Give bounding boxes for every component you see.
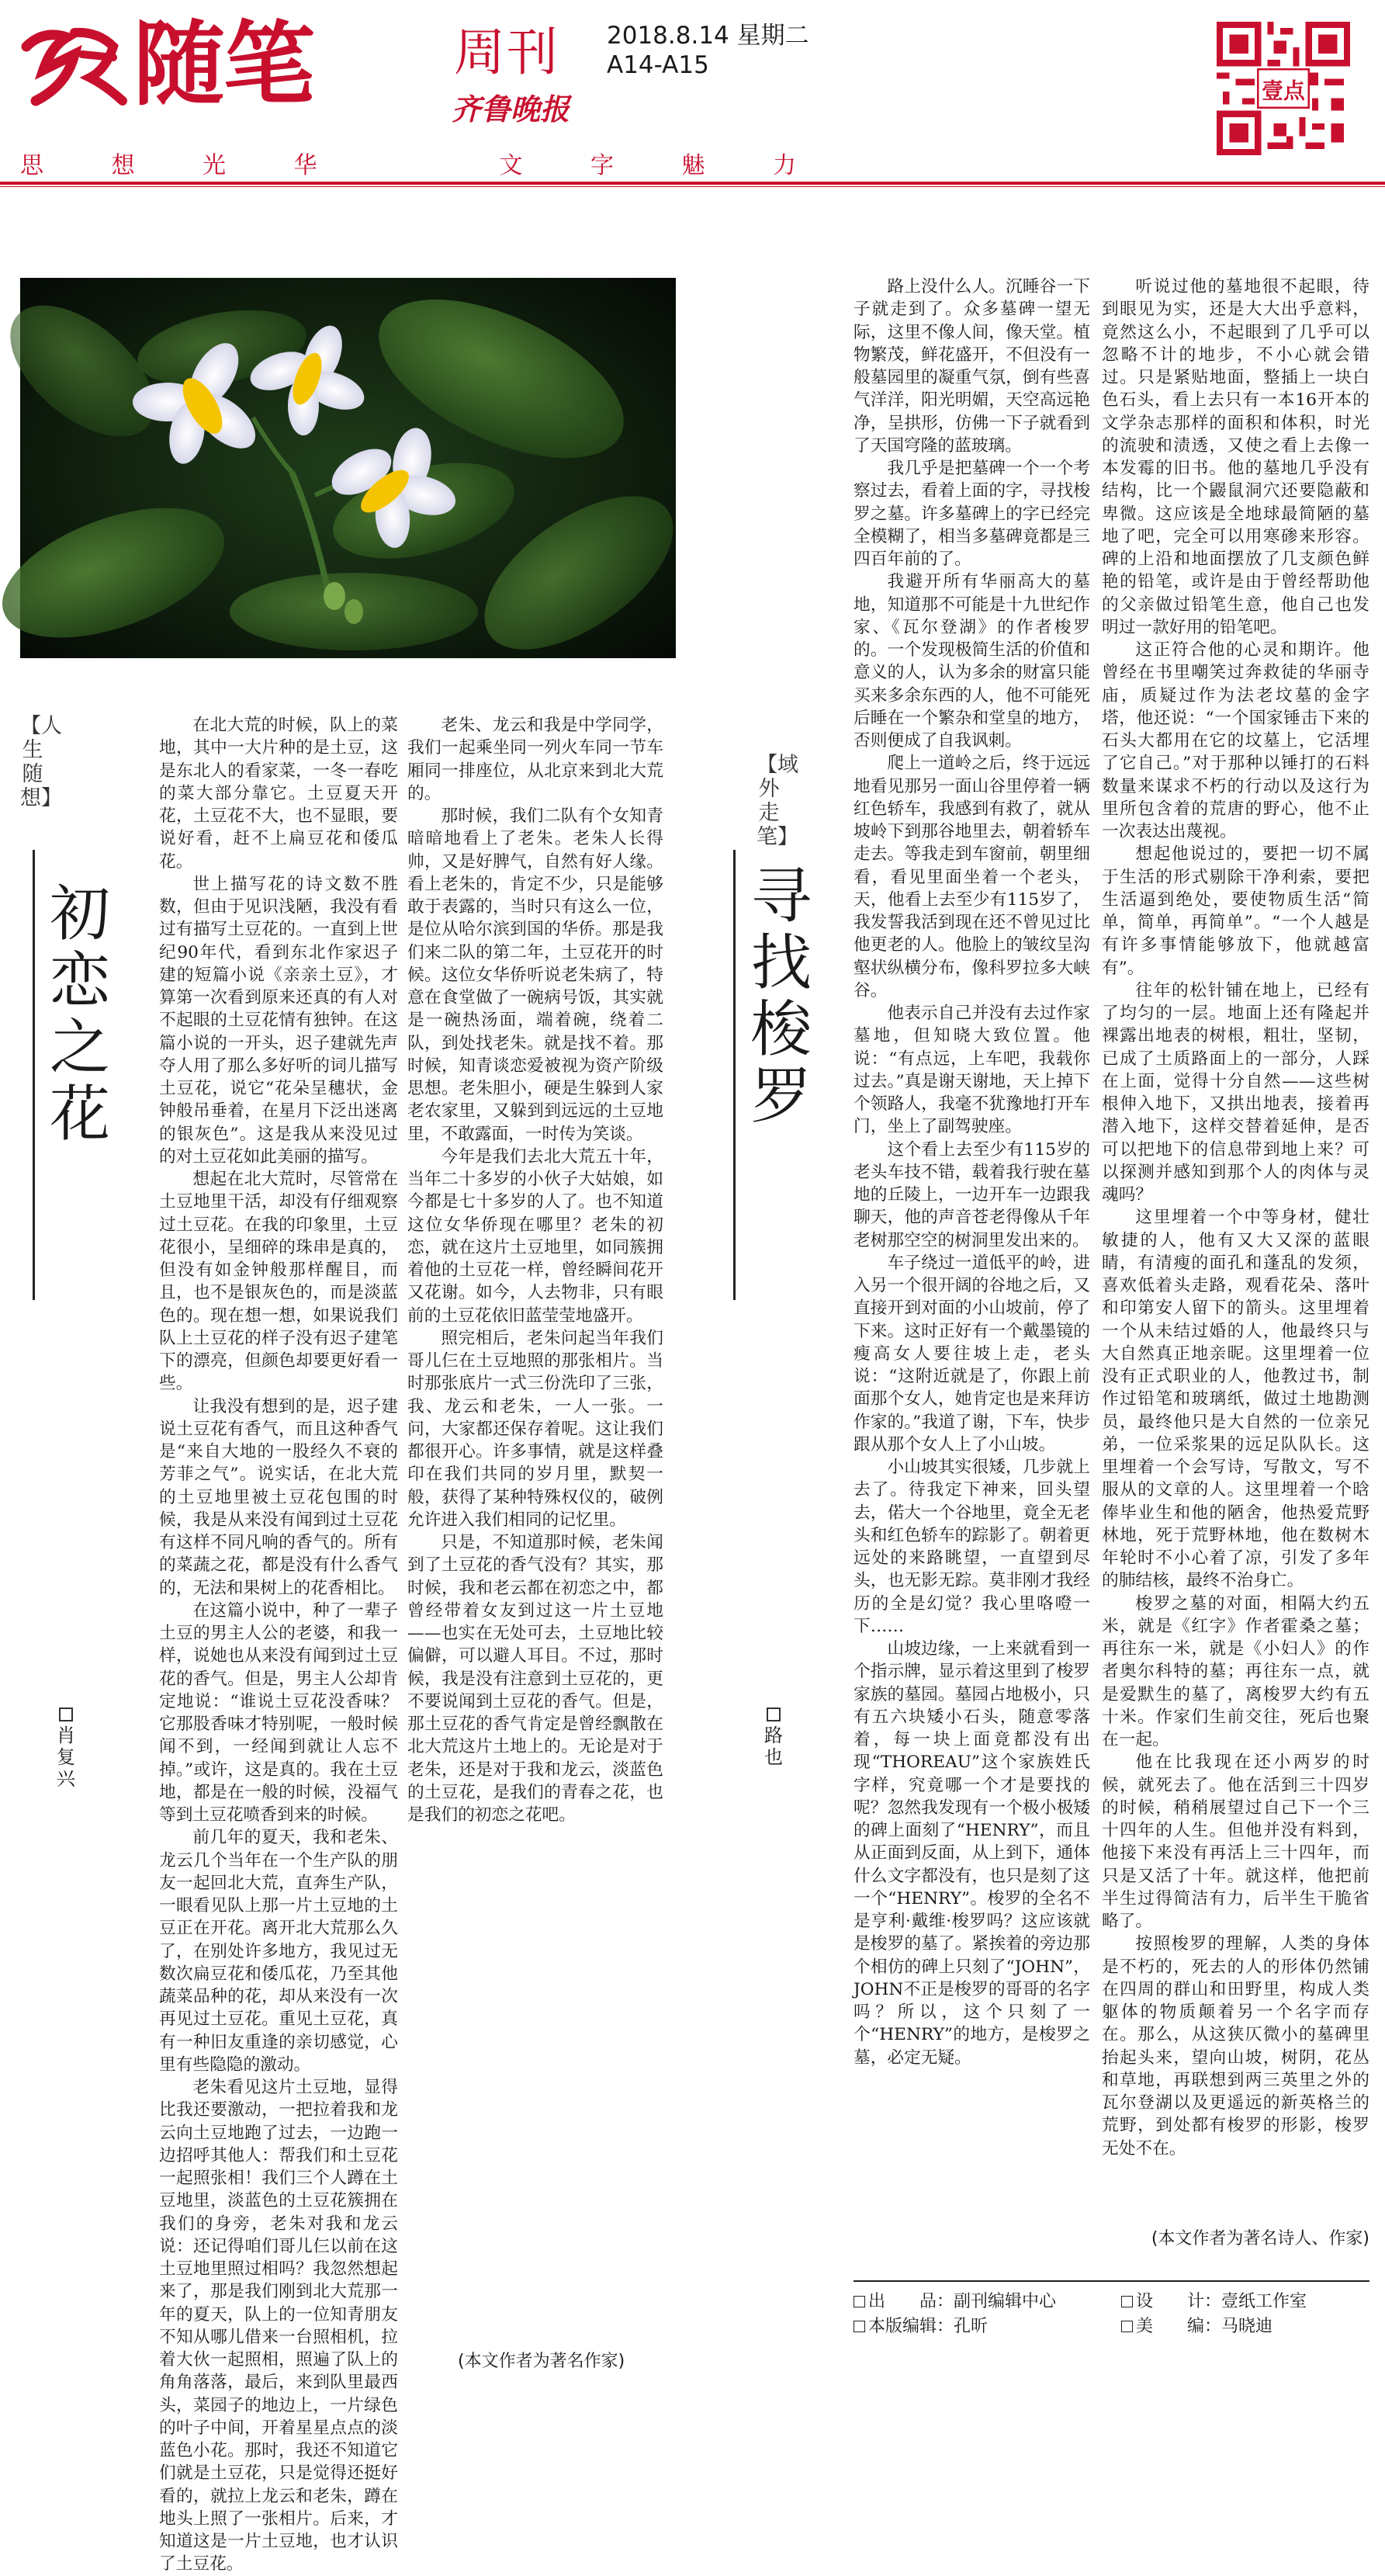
paragraph: 想起在北大荒时，尽管常在土豆地里干活，却没有仔细观察过土豆花。在我的印象里，土豆花很小，呈细碎的珠串是真的，但没有如金钟般那样醒目，而且，也不是银灰色的，而是淡蓝色的。现在想一想，如果说我们队上土豆花的样子没有迟子建笔下的漂亮，但颜色却要更好看一些。 — [159, 1170, 398, 1394]
article-title-finding-thoreau: 寻找梭罗 — [750, 862, 812, 1132]
slogan — [20, 146, 796, 177]
slogan-char: 文 — [499, 152, 523, 179]
potato-flower-photo — [20, 278, 676, 658]
paragraph: 只是，不知道那时候，老朱闻到了土豆花的香气没有？其实，那时候，我和老云都在初恋之中，都曾经带着女友到过这一片土豆地——也实在无处可去，土豆地比较偏僻，可以避人耳目。不过，那时候，我是没有注意到土豆花的，更不要说闻到土豆花的香气。但是，那土豆花的香气肯定是曾经飘散在北大荒这片土地上的。无论是对于老朱，还是对于我和龙云，淡蓝色的土豆花，是我们的青春之花，也是我们的初恋之花吧。 — [407, 1533, 663, 1825]
paragraph: 他表示自己并没有去过作家墓地，但知晓大致位置。他说：“有点远，上车吧，我载你过去。”真是谢天谢地，天上掉下个领路人，我毫不犹豫地打开车门，坐上了副驾驶座。 — [854, 1004, 1090, 1137]
brand-weekly: 周刊 — [454, 23, 559, 82]
paragraph: 爬上一道岭之后，终于远远地看见那另一面山谷里停着一辆红色轿车，我感到有救了，就从坡岭下到那谷地里去，朝着轿车走去。等我走到车窗前，朝里细看，看见里面坐着一个老头，天，他看上去至少有115岁了，我发誓我活到现在还不曾见过比他更老的人。他脸上的皱纹呈沟壑状纵横分布，像科罗拉多大峡谷。 — [854, 754, 1090, 1000]
slogan-char: 光 — [203, 152, 226, 179]
paragraph: 世上描写花的诗文数不胜数，但由于见识浅陋，我没有看过有描写土豆花的。一直到上世纪90年代，看到东北作家迟子建的短篇小说《亲亲土豆》，才算第一次看到原来还真的有人对不起眼的土豆花情有独钟。在这篇小说的一开头，迟子建就先声夺人用了那么多好听的词儿描写土豆花，说它“花朵呈穗状，金钟般吊垂着，在星月下泛出迷离的银灰色”。这是我从来没见过的对土豆花如此美丽的描写。 — [159, 874, 398, 1167]
column-tag-life: 【人生随想】 — [20, 714, 62, 810]
paragraph: 那时候，我们二队有个女知青暗暗地看上了老朱。老朱人长得帅，又是好脾气，自然有好人缘。看上老朱的，肯定不少，只是能够敢于表露的，当时只有这么一位，是位从哈尔滨到国的华侨。那是我们来二队的第二年，土豆花开的时候。这位女华侨听说老朱病了，特意在食堂做了一碗病号饭，其实就是一碗热汤面，端着碗，绕着二队，到处找老朱。就是找不着。那时候，知青谈恋爱被视为资产阶级思想。老朱胆小，硬是生躲到人家老农家里，又躲到到远远的土豆地里，不敢露面，一时传为笑谈。 — [407, 806, 663, 1144]
slogan-char: 思 — [20, 152, 43, 179]
credit-value: 副刊编辑中心 — [954, 2292, 1057, 2311]
title-rule — [33, 850, 35, 1300]
credit-art — [1121, 2316, 1272, 2338]
brand-main-title: 随笔 — [133, 11, 314, 118]
paragraph: 车子绕过一道低平的岭，进入另一个很开阔的谷地之后，又直接开到对面的小山坡前，停了下来。这时正好有一个戴墨镜的瘦高女人要往坡上走，老头说：“这附近就是了，你跟上前面那个女人，她肯定也是来拜访作家的。”我道了谢，下车，快步跟从那个女人上了小山坡。 — [854, 1253, 1090, 1454]
slogan-char: 华 — [293, 152, 317, 179]
weekday: 星期二 — [736, 22, 809, 50]
slogan-char: 力 — [773, 152, 796, 179]
paragraph: 路上没什么人。沉睡谷一下子就走到了。众多墓碑一望无际，这里不像人间，像天堂。植物繁茂，鲜花盛开，不但没有一般墓园里的凝重气氛，倒有些喜气洋洋，阳光明媚，天空高远艳净，呈拱形，仿佛一下子就看到了天国穹隆的蓝玻璃。 — [854, 277, 1090, 456]
credit-label: 出 品： — [868, 2292, 954, 2311]
credit-label: 设 计： — [1136, 2292, 1222, 2311]
paragraph: 我几乎是把墓碑一个一个考察过去，看着上面的字，寻找梭罗之墓。许多墓碑上的字已经完全模糊了，相当多墓碑竟都是三四百年前的了。 — [854, 459, 1090, 569]
date-value: 2018.8.14 — [607, 22, 729, 50]
paragraph: 让我没有想到的是，迟子建说土豆花有香气，而且这种香气是“来自大地的一股经久不衰的芳菲之气”。说实话，在北大荒的土豆地里被土豆花包围的时候，我是从来没有闻到过土豆花有这样不同凡响的香气的。所有的菜蔬之花，都是没有什么香气的，无法和果树上的花香相比。 — [159, 1396, 398, 1598]
slogan-char: 想 — [111, 152, 135, 179]
credit-producer — [854, 2291, 1056, 2313]
credit-design — [1121, 2291, 1307, 2313]
article-2-column-2 — [1102, 276, 1369, 2224]
credits-rule — [854, 2280, 1369, 2282]
paragraph: 前几年的夏天，我和老朱、龙云几个当年在一个生产队的朋友一起回北大荒，直奔生产队，一眼看见队上那一片土豆地的土豆正在开花。离开北大荒那么久了，在别处许多地方，我见过无数次扁豆花和倭瓜花，乃至其他蔬菜品种的花，却从来没有一次再见过土豆花。重见土豆花，真有一种旧友重逢的亲切感觉，心里有些隐隐的激动。 — [159, 1828, 398, 2075]
paragraph: 老朱、龙云和我是中学同学，我们一起乘坐同一列火车同一节车厢同一排座位，从北京来到北大荒的。 — [407, 716, 663, 803]
masthead-divider — [0, 182, 1385, 185]
credit-value: 孔昕 — [954, 2317, 989, 2336]
article-title-first-love: 初恋之花 — [49, 879, 110, 1149]
paragraph: 往年的松针铺在地上，已经有了均匀的一层。地面上还有隆起并裸露出地表的树根，粗壮，坚韧，已成了土质路面上的一部分，人踩在上面，觉得十分自然——这些树根伸入地下，又拱出地表，接着再潜入地下，这样交替着延伸，是否可以把地下的信息带到地上来？可以探测并感知到那个人的肉体与灵魂吗？ — [1102, 980, 1369, 1205]
credit-label: 本版编辑： — [868, 2317, 954, 2336]
article-2-column-1 — [854, 276, 1090, 2266]
qr-code-icon[interactable] — [1217, 22, 1350, 155]
slogan-char: 字 — [590, 152, 614, 179]
newspaper-name: 齐鲁晚报 — [452, 92, 570, 127]
author-name: 路也 — [764, 1725, 783, 1768]
article-1-column-2 — [407, 714, 663, 2345]
paragraph: 想起他说过的，要把一切不属于生活的形式剔除干净利索，要把生活逼到绝处，要使物质生活“简单，简单，再简单”。“一个人越是有许多事情能够放下，他就越富有”。 — [1102, 844, 1369, 978]
author-name: 肖复兴 — [57, 1725, 75, 1790]
title-rule — [733, 850, 736, 1300]
paragraph: 他在比我现在还小两岁的时候，就死去了。他在活到三十四岁的时候，稍稍展望过自己下一个三十四年的人生。但他并没有料到，他接下来没有再活上三十四年，而只是又活了十年。就这样，他把前半生过得简洁有力，后半生干脆省略了。 — [1102, 1753, 1369, 1931]
byline-xiao-fuxing — [54, 1708, 78, 1790]
paragraph: 梭罗之墓的对面，相隔大约五米，就是《红字》作者霍桑之墓；再往东一米，就是《小妇人》的作者奥尔科特的墓；再往东一点，就是爱默生的墓了，离梭罗大约有五十米。作家们生前交往，死后也聚在一起。 — [1102, 1593, 1369, 1749]
brand-brush-logo — [20, 23, 129, 115]
credit-value: 壹纸工作室 — [1221, 2292, 1307, 2311]
paragraph: 小山坡其实很矮，几步就上去了。待我定下神来，回头望去，偌大一个谷地里，竟全无老头和红色轿车的踪影了。朝着更远处的来路眺望，一直望到尽头，也无影无踪。莫非刚才我经历的全是幻觉？我心里咯噔一下…… — [854, 1458, 1090, 1636]
paragraph: 这正符合他的心灵和期许。他曾经在书里嘲笑过奔救徒的华丽寺庙，质疑过作为法老坟墓的金字塔，他还说：“一个国家锤击下来的石头大都用在它的坟墓上，它活埋了它自己。”对于那种以锤打的石料数量来谋求不朽的行动以及这行为里所包含着的荒唐的野心，他不止一次表达出蔑视。 — [1102, 640, 1369, 841]
author-note-1: (本文作者为著名作家) — [458, 2352, 625, 2371]
qr-label: 壹点 — [1262, 78, 1305, 104]
paragraph: 山坡边缘，一上来就看到一个指示牌，显示着这里到了梭罗家族的墓园。墓园占地极小，只有五六块矮小石头，随意零落着，每一块上面竟都没有出现“THOREAU”这个家族姓氏字样，究竟哪一个才是要找的呢？忽然我发现有一个极小极矮的碑上面刻了“HENRY”，而且从正面到反面，从上到下，通体什么文字都没有，也只是刻了这一个“HENRY”。梭罗的全名不是亨利·戴维·梭罗吗？这应该就是梭罗的墓了。紧挨着的旁边那个相仿的碑上只刻了“JOHN”，JOHN不正是梭罗的哥哥的名字吗？所以，这个只刻了一个“HENRY”的地方，是梭罗之墓，必定无疑。 — [854, 1639, 1090, 2068]
paragraph: 照完相后，老朱问起当年我们哥儿仨在土豆地照的那张相片。当时那张底片一式三份洗印了三张，我、龙云和老朱，一人一张。一问，大家都还保存着呢。这让我们都很开心。许多事情，就是这样叠印在我们共同的岁月里，默契一般，获得了某种特殊权仪的，破例允许进入我们相同的记忆里。 — [407, 1328, 663, 1530]
masthead-divider-thin — [0, 186, 1385, 187]
paragraph: 我避开所有华丽高大的墓地，知道那不可能是十九世纪作家、《瓦尔登湖》的作者梭罗的。一个发现极简生活的价值和意义的人，认为多余的财富只能买来多余东西的人，他不可能死后睡在一个繁杂和堂皇的地方，否则便成了自我讽刺。 — [854, 572, 1090, 751]
credit-editor — [854, 2316, 988, 2338]
paragraph: 今年是我们去北大荒五十年，当年二十多岁的小伙子大姑娘，如今都是七十多岁的人了。也不知道这位女华侨现在哪里？老朱的初恋，就在这片土豆地里，如同簇拥着他的土豆花一样，曾经瞬间花开又花谢。如今，人去物非，只有眼前的土豆花依旧蓝莹莹地盛开。 — [407, 1146, 663, 1326]
paragraph: 在这篇小说中，种了一辈子土豆的男主人公的老婆，和我一样，说她也从来没有闻到过土豆花的香气。但是，男主人公却肯定地说：“谁说土豆花没香味？它那股香味才特别呢，一般时候闻不到，一经闻到就让人忘不掉。”或许，这是真的。我在土豆地，都是在一般的时候，没福气等到土豆花喷香到来的时候。 — [159, 1600, 398, 1825]
author-note-2: (本文作者为著名诗人、作家) — [1151, 2229, 1369, 2248]
byline-lu-ye — [762, 1708, 785, 1768]
paragraph: 老朱看见这片土豆地，显得比我还要激动，一把拉着我和龙云向土豆地跑了过去，一边跑一边招呼其他人：帮我们和土豆花一起照张相！我们三个人蹲在土豆地里，淡蓝色的土豆花簇拥在我们的身旁，老朱对我和龙云说：还记得咱们哥儿仨以前在这土豆地里照过相吗？我忽然想起来了，那是我们刚到北大荒那一年的夏天，队上的一位知青朋友不知从哪儿借来一台照相机，拉着大伙一起照相，照遍了队上的角角落落，最后，来到队里最西头，菜园子的地边上，一片绿色的叶子中间，开着星星点点的淡蓝色小花。那时，我还不知道它们就是土豆花，只是觉得还挺好看的，就拉上龙云和老朱，蹲在地头上照了一张相片。后来，才知道这是一片土豆地，也才认识了土豆花。 — [159, 2078, 398, 2574]
column-tag-abroad: 【域外走笔】 — [757, 753, 798, 849]
issue-date — [607, 22, 809, 50]
paragraph: 这个看上去至少有115岁的老头车技不错，载着我行驶在墓地的丘陵上，一边开车一边跟我聊天，他的声音苍老得像从千年老树那空空的树洞里发出来的。 — [854, 1139, 1090, 1250]
credit-value: 马晓迪 — [1221, 2317, 1273, 2336]
paragraph: 在北大荒的时候，队上的菜地，其中一大片种的是土豆，这是东北人的看家菜，一冬一春吃的菜大部分靠它。土豆夏天开花，土豆花不大，也不显眼，要说好看，赶不上扁豆花和倭瓜花。 — [159, 716, 398, 872]
page-range: A14-A15 — [607, 51, 709, 79]
paragraph: 这里埋着一个中等身材，健壮敏捷的人，他有又大又深的蓝眼睛，有清瘦的面孔和蓬乱的发须，喜欢低着头走路，观看花朵、落叶和印第安人留下的箭头。这里埋着一个从未结过婚的人，他最终只与大自然真正地亲昵。这里埋着一位没有正式职业的人，他教过书，制作过铅笔和玻璃纸，做过土地勘测员，最终他只是大自然的一位亲兄弟，一位采浆果的远足队队长。这里埋着一个会写诗，写散文，写不服从的文章的人。这里埋着一个晗俸毕业生和他的陋舍，他热爱荒野林地，死于荒野林地，他在数树木年轮时不小心着了凉，引发了多年的肺结核，最终不治身亡。 — [1102, 1208, 1369, 1591]
paragraph: 听说过他的墓地很不起眼，待到眼见为实，还是大大出乎意料，竟然这么小，不起眼到了几乎可以忽略不计的地步，不小心就会错过。只是紧贴地面，整插上一块白色石头，看上去只有一本16开本的文学杂志那样的面积和体积，时光的流驶和渍透，又使之看上去像一本发霉的旧书。他的墓地几乎没有结构，比一个鼹鼠洞穴还要隐蔽和卑微。这应该是全地球最简陋的墓地了吧，完全可以用寒碜来形容。碑的上沿和地面摆放了几支颜色鲜艳的铅笔，或许是由于曾经帮助他的父亲做过铅笔生意，他自己也发明过一款好用的铅笔吧。 — [1102, 277, 1369, 637]
paragraph: 按照梭罗的理解，人类的身体是不朽的，死去的人的形体仍然铺在四周的群山和田野里，构成人类躯体的物质颠着另一个名字而存在。那么，从这狭仄微小的墓碑里抬起头来，望向山坡，树阴，花丛和草地，再联想到两三英里之外的瓦尔登湖以及更遥远的新英格兰的荒野，到处都有梭罗的形影，梭罗无处不在。 — [1102, 1934, 1369, 2158]
credit-label: 美 编： — [1136, 2317, 1222, 2336]
slogan-char: 魅 — [681, 152, 705, 179]
article-1-column-1 — [159, 714, 398, 2574]
